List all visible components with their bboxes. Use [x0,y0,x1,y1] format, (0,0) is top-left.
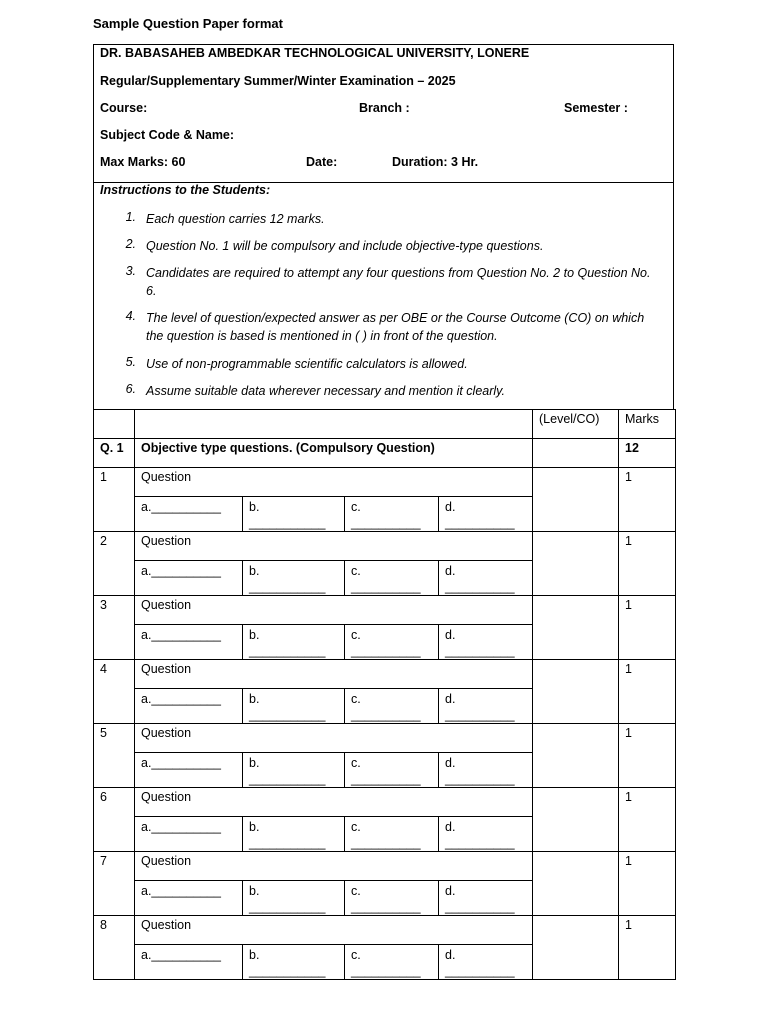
question-text: Question [135,852,533,881]
question-level-cell [533,724,619,788]
q1-title: Objective type questions. (Compulsory Question) [135,439,533,468]
question-number: 5 [94,724,135,788]
option-c: c. __________ [345,945,439,980]
option-c: c. __________ [345,625,439,660]
semester-label: Semester : [564,101,628,115]
page-caption: Sample Question Paper format [93,16,283,31]
question-row [94,468,676,497]
question-row [94,724,676,753]
question-row [94,852,676,881]
option-a: a.__________ [135,945,243,980]
university-name: DR. BABASAHEB AMBEDKAR TECHNOLOGICAL UNIVERSITY, LONERE [100,46,530,60]
max-marks: Max Marks: 60 [100,155,186,169]
q1-row [94,439,676,468]
option-a: a.__________ [135,689,243,724]
question-level-cell [533,468,619,532]
option-a: a.__________ [135,625,243,660]
question-marks: 1 [619,852,676,916]
option-b: b. ___________ [243,561,345,596]
marks-header: Marks [619,410,676,439]
question-text: Question [135,724,533,753]
question-level-cell [533,532,619,596]
subject-label: Subject Code & Name: [100,128,235,142]
option-a: a.__________ [135,753,243,788]
question-marks: 1 [619,788,676,852]
question-marks: 1 [619,532,676,596]
option-b: b. ___________ [243,817,345,852]
option-b: b. ___________ [243,881,345,916]
option-a: a.__________ [135,497,243,532]
question-marks: 1 [619,916,676,980]
question-number: 1 [94,468,135,532]
question-row [94,532,676,561]
option-d: d. __________ [439,945,533,980]
question-number: 2 [94,532,135,596]
option-d: d. __________ [439,561,533,596]
question-text: Question [135,468,533,497]
option-c: c. __________ [345,689,439,724]
instructions-box: Instructions to the Students: 1. Each question carries 12 marks. 2. Question No. 1 will be compulsory and include objective-type questions. 3. Candidates are required to attempt any four questions from Question No. 2 to Question No. 6. 4. The level of question/expected answer as per OBE or the Course Outcome (CO) on which the question is based is mentioned in ( ) in front of the question. 5. Use of non-programmable scientific calculators is allowed. 6. Assume suitable data wherever necessary and mention it clearly. [93,182,674,410]
branch-label: Branch : [359,101,410,115]
question-number: 8 [94,916,135,980]
duration: Duration: 3 Hr. [392,155,479,169]
question-number: 4 [94,660,135,724]
option-b: b. ___________ [243,689,345,724]
question-text: Question [135,916,533,945]
question-marks: 1 [619,660,676,724]
option-c: c. __________ [345,497,439,532]
question-table [93,409,676,980]
question-number: 7 [94,852,135,916]
question-number: 6 [94,788,135,852]
instructions-title: Instructions to the Students: [100,183,271,197]
option-b: b. ___________ [243,753,345,788]
date-label: Date: [306,155,338,169]
option-b: b. ___________ [243,945,345,980]
question-row [94,916,676,945]
course-label: Course: [100,101,148,115]
exam-title: Regular/Supplementary Summer/Winter Examination – 2025 [100,74,456,88]
option-b: b. ___________ [243,497,345,532]
header-question-cell [135,410,533,439]
question-marks: 1 [619,596,676,660]
question-level-cell [533,788,619,852]
option-d: d. __________ [439,881,533,916]
question-marks: 1 [619,468,676,532]
question-row [94,596,676,625]
option-d: d. __________ [439,497,533,532]
question-row [94,660,676,689]
question-number: 3 [94,596,135,660]
option-d: d. __________ [439,625,533,660]
option-c: c. __________ [345,561,439,596]
level-co-header: (Level/CO) [533,410,619,439]
question-level-cell [533,852,619,916]
question-level-cell [533,660,619,724]
option-d: d. __________ [439,753,533,788]
question-level-cell [533,596,619,660]
q1-level-cell [533,439,619,468]
option-c: c. __________ [345,753,439,788]
option-a: a.__________ [135,817,243,852]
question-row [94,788,676,817]
option-d: d. __________ [439,817,533,852]
question-level-cell [533,916,619,980]
question-text: Question [135,596,533,625]
option-c: c. __________ [345,881,439,916]
header-num-cell [94,410,135,439]
option-d: d. __________ [439,689,533,724]
option-b: b. ___________ [243,625,345,660]
question-text: Question [135,660,533,689]
exam-header-box [93,44,674,183]
option-c: c. __________ [345,817,439,852]
question-text: Question [135,788,533,817]
table-header-row [94,410,676,439]
option-a: a.__________ [135,561,243,596]
q1-label: Q. 1 [94,439,135,468]
question-marks: 1 [619,724,676,788]
q1-marks: 12 [619,439,676,468]
option-a: a.__________ [135,881,243,916]
question-text: Question [135,532,533,561]
